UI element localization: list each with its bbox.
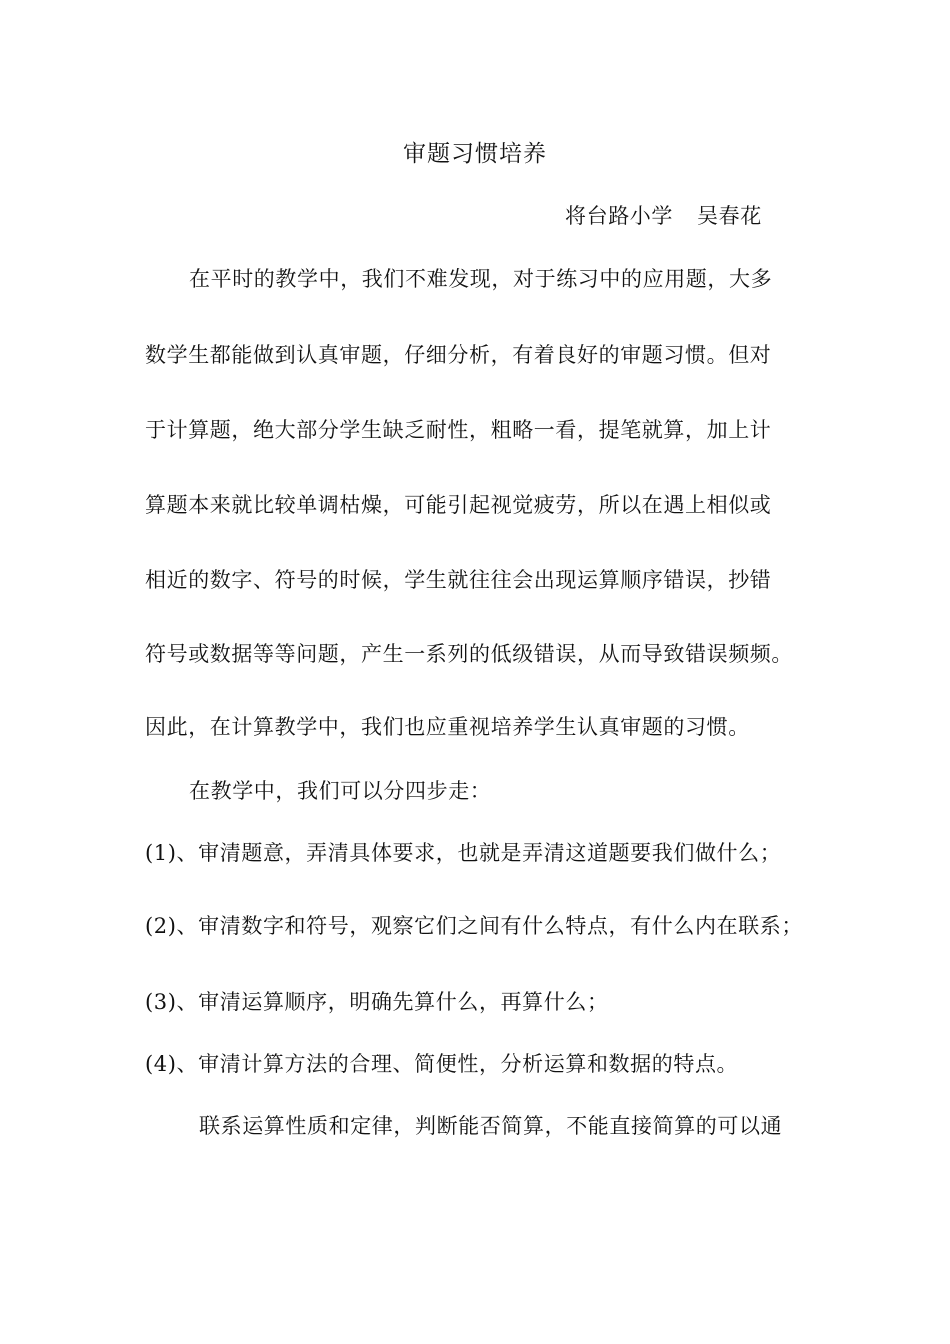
- step-1: (1)、审清题意，弄清具体要求，也就是弄清这道题要我们做什么；: [145, 841, 782, 865]
- document-title: 审题习惯培养: [403, 141, 547, 167]
- paragraph-1-line-4: 算题本来就比较单调枯燥，可能引起视觉疲劳，所以在遇上相似或: [145, 493, 772, 517]
- paragraph-1-line-7: 因此，在计算教学中，我们也应重视培养学生认真审题的习惯。: [145, 715, 750, 739]
- author-line: [565, 202, 762, 230]
- paragraph-1-line-1: 在平时的教学中，我们不难发现，对于练习中的应用题，大多: [189, 267, 773, 291]
- step-2: (2)、审清数字和符号，观察它们之间有什么特点，有什么内在联系；: [145, 914, 803, 938]
- step-3: (3)、审清运算顺序，明确先算什么，再算什么；: [145, 990, 609, 1014]
- author-name: 吴春花: [697, 204, 762, 228]
- paragraph-2: 在教学中，我们可以分四步走：: [189, 779, 492, 803]
- step-4: (4)、审清计算方法的合理、简便性，分析运算和数据的特点。: [145, 1052, 739, 1076]
- paragraph-1-line-6: 符号或数据等等问题，产生一系列的低级错误，从而导致错误频频。: [145, 642, 793, 666]
- paragraph-1-line-2: 数学生都能做到认真审题，仔细分析，有着良好的审题习惯。但对: [145, 343, 772, 367]
- author-school: 将台路小学: [565, 204, 673, 228]
- paragraph-3: 联系运算性质和定律，判断能否简算，不能直接简算的可以通: [199, 1114, 783, 1138]
- paragraph-1-line-5: 相近的数字、符号的时候，学生就往往会出现运算顺序错误，抄错: [145, 568, 772, 592]
- paragraph-1-line-3: 于计算题，绝大部分学生缺乏耐性，粗略一看，提笔就算，加上计: [145, 418, 772, 442]
